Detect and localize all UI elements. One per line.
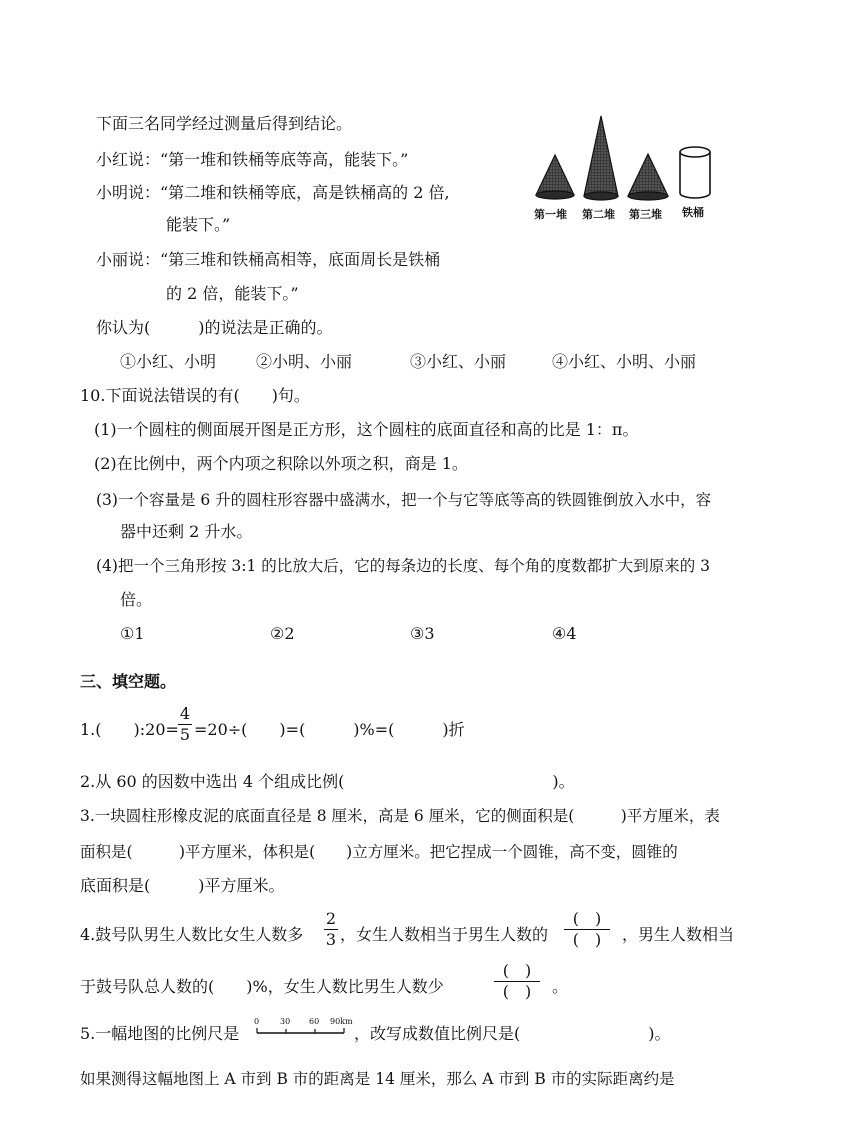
fill-4-line2-end: 。 (552, 977, 569, 996)
q10-statement-3-line2: 器中还剩 2 升水。 (120, 522, 253, 541)
fill-4-blank-fraction-2 (494, 961, 540, 1002)
q9-option-4: ④小红、小明、小丽 (552, 352, 697, 371)
fill-5-line2: 如果测得这幅地图上 A 市到 B 市的距离是 14 厘米，那么 A 市到 B 市的实际距离约是 (80, 1070, 675, 1088)
q10-option-4: ④4 (552, 624, 577, 643)
fill-5-part-a: 5.一幅地图的比例尺是 (80, 1024, 240, 1043)
figure-label-pile-1: 第一堆 (534, 208, 567, 221)
q9-question: 你认为( )的说法是正确的。 (96, 318, 333, 337)
scale-tick-90km: 90km (330, 1017, 353, 1026)
q9-option-2: ②小明、小丽 (256, 352, 353, 371)
fill-3-line1: 3.一块圆柱形橡皮泥的底面直径是 8 厘米，高是 6 厘米，它的侧面积是( )平方厘米，表 (80, 807, 720, 825)
q9-intro: 下面三名同学经过测量后得到结论。 (96, 114, 353, 133)
cones-and-bucket-figure (532, 110, 732, 230)
fill-2-text: 2.从 60 的因数中选出 4 个组成比例( )。 (80, 772, 575, 791)
fill-4-blank-fraction-2-numerator: ( ) (502, 961, 532, 980)
q10-statement-4-line1: (4)把一个三角形按 3:1 的比放大后，它的每条边的长度、每个角的度数都扩大到原来的 3 (96, 557, 711, 575)
section-3-title: 三、填空题。 (80, 672, 177, 691)
fill-1-fraction-numerator: 4 (179, 704, 191, 723)
q10-statement-4-line2: 倍。 (120, 590, 153, 609)
q10-title: 10.下面说法错误的有( )句。 (80, 386, 310, 405)
fill-4-blank-fraction-1-denominator: ( ) (572, 930, 602, 949)
fill-4-part-b: ，女生人数相当于男生人数的 (340, 925, 549, 944)
fill-4-part-a: 4.鼓号队男生人数比女生人数多 (80, 925, 304, 944)
q10-option-1: ①1 (120, 624, 145, 643)
fill-4-fraction-numerator: 2 (325, 909, 337, 928)
cone-pile-3-shape (628, 154, 668, 200)
fill-3-line3: 底面积是( )平方厘米。 (80, 876, 285, 895)
fill-1-fraction (178, 704, 192, 745)
q9-xiaohong: 小红说：“第一堆和铁桶等底等高，能装下。” (96, 150, 409, 169)
q10-option-2: ②2 (270, 624, 295, 643)
figure-label-bucket: 铁桶 (682, 206, 704, 219)
q9-xiaoming-line1: 小明说：“第二堆和铁桶等底，高是铁桶高的 2 倍, (96, 183, 450, 202)
q9-option-3: ③小红、小丽 (410, 352, 507, 371)
bucket-cylinder-shape (680, 147, 710, 198)
q10-option-3: ③3 (410, 624, 435, 643)
map-scale-bar (254, 1016, 353, 1040)
figure-label-pile-3: 第三堆 (629, 208, 662, 221)
fill-4-blank-fraction-1 (564, 909, 610, 950)
fill-3-line2: 面积是( )平方厘米，体积是( )立方厘米。把它捏成一个圆锥，高不变，圆锥的 (80, 843, 678, 861)
fill-4-fraction-denominator: 3 (325, 930, 337, 949)
fill-1-part-b: =20÷( )=( )%=( )折 (194, 720, 465, 739)
q9-option-1: ①小红、小明 (120, 352, 217, 371)
q9-xiaoming-line2: 能装下。” (166, 215, 231, 234)
fill-1-part-a: 1.( ):20= (80, 720, 179, 739)
fill-1-fraction-denominator: 5 (179, 725, 191, 744)
fill-4-part-c: ，男生人数相当 (622, 925, 735, 944)
q9-xiaoli-line1: 小丽说：“第三堆和铁桶高相等，底面周长是铁桶 (96, 250, 441, 269)
fill-4-blank-fraction-1-numerator: ( ) (572, 909, 602, 928)
fill-4-line2: 于鼓号队总人数的( )%，女生人数比男生人数少 (80, 977, 444, 996)
cone-pile-2-shape (584, 116, 618, 200)
scale-tick-30: 30 (280, 1017, 291, 1026)
fill-5-part-b: ，改写成数值比例尺是( )。 (354, 1024, 671, 1043)
cone-pile-1-shape (536, 155, 574, 199)
scale-tick-60: 60 (309, 1017, 320, 1026)
q10-statement-1: (1)一个圆柱的侧面展开图是正方形，这个圆柱的底面直径和高的比是 1：π。 (94, 420, 639, 439)
fill-4-blank-fraction-2-denominator: ( ) (502, 982, 532, 1001)
fill-4-fraction (324, 909, 338, 950)
scale-tick-0: 0 (254, 1017, 260, 1026)
figure-label-pile-2: 第二堆 (582, 208, 615, 221)
q10-statement-2: (2)在比例中，两个内项之积除以外项之积，商是 1。 (94, 454, 468, 473)
q9-xiaoli-line2: 的 2 倍，能装下。” (166, 284, 299, 303)
q10-statement-3-line1: (3)一个容量是 6 升的圆柱形容器中盛满水，把一个与它等底等高的铁圆锥倒放入水中，容 (96, 491, 712, 509)
